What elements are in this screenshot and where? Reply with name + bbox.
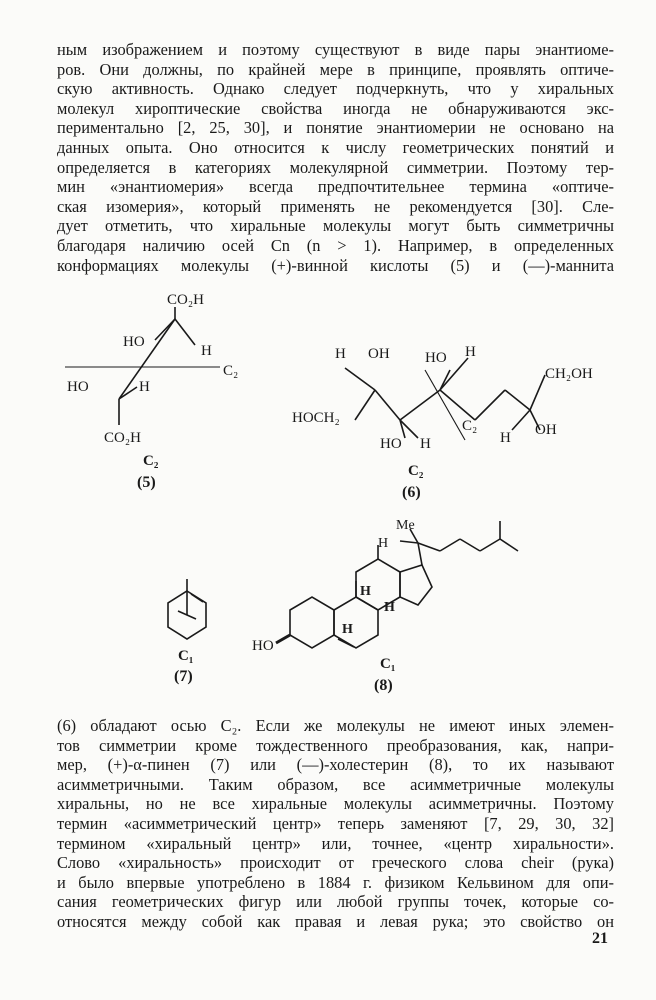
bond [355, 390, 375, 420]
text-line: данных опыта. Оно относится к числу геометрических понятий и [57, 137, 614, 157]
side-chain [480, 539, 500, 551]
text-line: асимметричными. Таким образом, все асимметричные молекулы [57, 774, 614, 794]
text-line: (6) обладают осью C₂. Если же молекулы не имеют иных элемен- [57, 716, 614, 735]
symmetry-label: C₁ [178, 648, 194, 664]
text-line: тов симметрии кроме тождественного преобразования, как, напри- [57, 735, 614, 755]
symmetry-label: C₂ [408, 463, 424, 479]
compound-number: (7) [174, 668, 193, 685]
paragraph-top [57, 40, 614, 275]
label-ho-lower: HO [380, 436, 402, 452]
side-chain [500, 539, 518, 551]
label-hoch2: HOCH₂ [292, 410, 340, 426]
label-h: H [342, 622, 353, 637]
ring-d [400, 565, 432, 605]
symmetry-label: C₁ [380, 656, 396, 672]
label-h: H [201, 343, 212, 359]
figure-5-tartaric-acid [55, 285, 255, 500]
paragraph-bottom [57, 716, 614, 932]
bond [530, 375, 545, 410]
label-me: Me [396, 518, 415, 533]
page-number: 21 [592, 930, 608, 947]
label-ch2oh: CH₂OH [545, 366, 593, 382]
symmetry-label: C₂ [143, 453, 159, 469]
text-line: скую активность. Однако следует подчеркнуть, что у хиральных [57, 79, 614, 99]
label-h-right: H [500, 430, 511, 446]
side-chain [440, 539, 460, 551]
label-h: H [378, 536, 389, 551]
text-line: периментально [2, 25, 30], и понятие энантиомерии не основано на [57, 118, 614, 138]
text-line: относятся между собой как правая и левая рука; это свойство он [57, 911, 614, 931]
text-line: конформациях молекулы (+)-винной кислоты (5) и (—)-маннита [57, 255, 614, 275]
text-line: термин «асимметрический центр» теперь заменяют [7, 29, 30, 32] [57, 813, 614, 833]
label-co2h-bottom: CO₂H [104, 430, 141, 446]
text-line: определяется в категориях молекулярной симметрии. Поэтому тер- [57, 157, 614, 177]
compound-number: (6) [402, 484, 421, 501]
label-h: H [360, 584, 371, 599]
text-line: ская изомерия», который применять не рекомендуется [30]. Сле- [57, 196, 614, 216]
text-line: хиральны, но не все хиральные молекулы асимметричны. Поэтому [57, 794, 614, 814]
figure-7-pinene [150, 575, 230, 690]
text-line: молекул хироптические свойства иногда не обнаруживаются экс- [57, 98, 614, 118]
text-line: Слово «хиральность» происходит от греческого слова cheir (рука) [57, 853, 614, 873]
bond [175, 319, 195, 345]
text-line: сания геометрических фигур или любой группы точек, которые со- [57, 892, 614, 912]
label-h: H [384, 600, 395, 615]
side-chain [418, 543, 422, 565]
bond [119, 387, 137, 399]
side-chain [460, 539, 480, 551]
bond [475, 390, 505, 420]
bond [512, 410, 530, 430]
text-line: и было впервые употреблено в 1884 г. физиком Кельвином для опи- [57, 872, 614, 892]
compound-number: (8) [374, 677, 393, 694]
text-line: ным изображением и поэтому существуют в виде пары энантиоме- [57, 40, 614, 59]
label-h: H [465, 344, 476, 360]
label-ho: HO [252, 638, 274, 654]
text-line: благодаря наличию осей Cn (n > 1). Например, в определенных [57, 235, 614, 255]
text-line: дует отметить, что хиральные молекулы могут быть симметричны [57, 216, 614, 236]
label-ho-lower: HO [67, 379, 89, 395]
bond [345, 368, 375, 390]
hydroxyl-bond [276, 635, 290, 643]
label-oh-right: OH [535, 422, 557, 438]
bond [375, 390, 400, 420]
side-chain [418, 543, 440, 551]
ring-a [290, 597, 334, 648]
label-h-lower: H [420, 436, 431, 452]
figure-8-cholesterol [250, 515, 520, 695]
compound-number: (5) [137, 474, 156, 491]
h-bond [400, 541, 418, 543]
label-ho: HO [425, 350, 447, 366]
text-line: ров. Они должны, по крайней мере в принципе, проявлять оптиче- [57, 59, 614, 79]
label-h: H [335, 346, 346, 362]
text-line: мер, (+)-α-пинен (7) или (—)-холестерин (8), то их называют [57, 755, 614, 775]
label-oh: OH [368, 346, 390, 362]
bond [505, 390, 530, 410]
label-c2-axis: C₂ [223, 363, 239, 379]
figure-6-mannitol [290, 330, 620, 505]
label-c2-axis: C₂ [462, 418, 478, 434]
text-line: термином «хиральный центр» или, точнее, «центр хиральности». [57, 833, 614, 853]
double-bond [191, 594, 203, 602]
text-line: мин «энантиомерия» всегда предпочтительнее термина «оптиче- [57, 177, 614, 197]
double-bond [338, 639, 354, 647]
label-co2h-top: CO₂H [167, 292, 204, 308]
bond [400, 390, 440, 420]
label-ho: HO [123, 334, 145, 350]
label-h-lower: H [139, 379, 150, 395]
